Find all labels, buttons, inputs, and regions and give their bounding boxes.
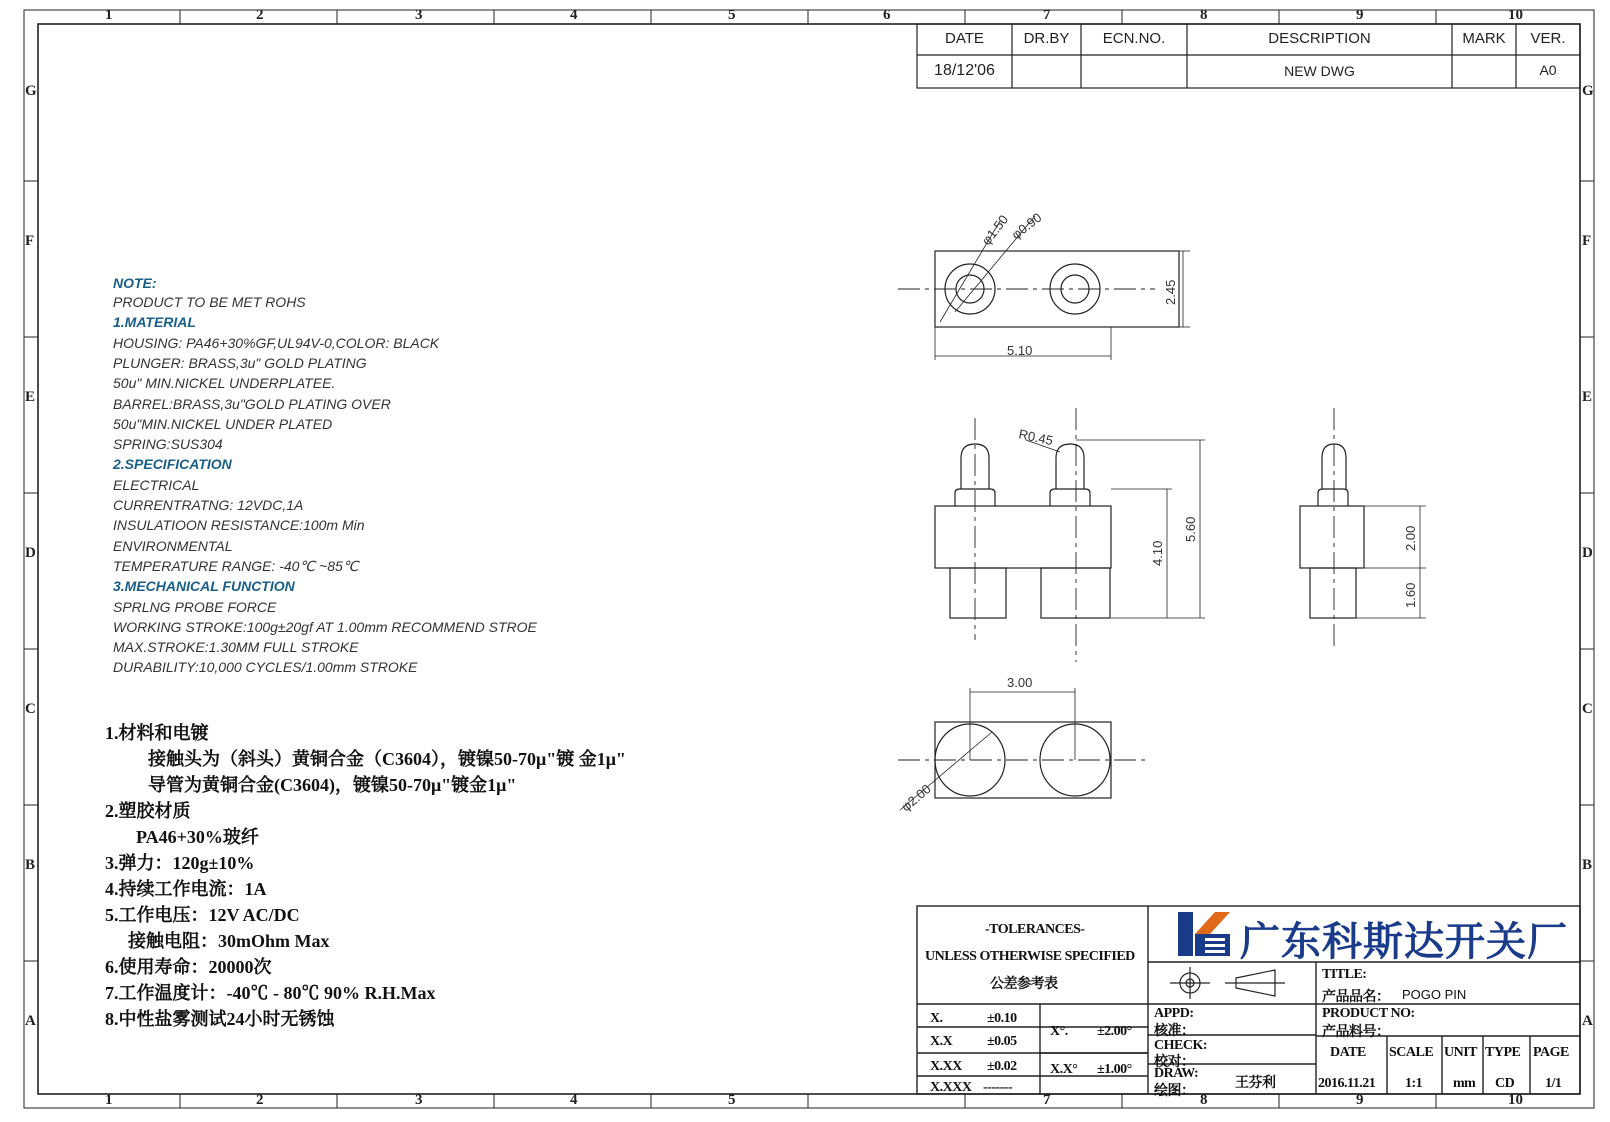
note-line: 50u"MIN.NICKEL UNDER PLATED — [113, 415, 333, 432]
appd-label: APPD: — [1154, 1006, 1194, 1021]
zone-col-2-top: 2 — [256, 7, 264, 23]
rev-header-mark: MARK — [1462, 30, 1506, 47]
note-line: DURABILITY:10,000 CYCLES/1.00mm STROKE — [113, 659, 418, 676]
product-name-value: POGO PIN — [1402, 987, 1467, 1002]
note-section-heading: 2.SPECIFICATION — [113, 456, 232, 473]
info-header-date: DATE — [1330, 1045, 1366, 1060]
info-header-page: PAGE — [1533, 1045, 1569, 1060]
zone-row-g-right: G — [1582, 83, 1594, 99]
zone-row-d-left: D — [25, 545, 36, 561]
ang-val-1: ±2.00° — [1097, 1024, 1132, 1039]
cn-note-3: 3.弹力：120g±10% — [105, 853, 255, 873]
draw-label: DRAW: — [1154, 1066, 1199, 1081]
rev-header-date: DATE — [945, 30, 984, 47]
zone-col-9-bottom: 9 — [1356, 1092, 1364, 1108]
zone-col-8-top: 8 — [1200, 7, 1208, 23]
zone-col-3-top: 3 — [415, 7, 423, 23]
note-line: CURRENTRATNG: 12VDC,1A — [113, 497, 304, 513]
zone-col-4-top: 4 — [570, 7, 578, 23]
zone-row-f-right: F — [1582, 233, 1592, 249]
zone-col-4-bottom: 4 — [570, 1092, 578, 1108]
cn-note-7: 7.工作温度计：-40℃ - 80℃ 90% R.H.Max — [105, 983, 436, 1003]
rev-header-ver: VER. — [1530, 30, 1566, 47]
zone-row-c-left: C — [25, 701, 36, 717]
zone-row-g-left: G — [25, 83, 37, 99]
zone-row-a-right: A — [1582, 1013, 1593, 1029]
cn-note-5: 5.工作电压：12V AC/DC — [105, 905, 300, 925]
zone-col-9-top: 9 — [1356, 7, 1364, 23]
zone-row-b-right: B — [1582, 857, 1593, 873]
rev-description-value: NEW DWG — [1284, 63, 1355, 79]
dim-410: 4.10 — [1150, 540, 1165, 566]
drawer-name: 王芬利 — [1235, 1076, 1276, 1091]
note-line: HOUSING: PA46+30%GF,UL94V-0,COLOR: BLACK — [113, 334, 440, 351]
cn-note-2a: PA46+30%玻纤 — [136, 827, 259, 847]
dim-160: 1.60 — [1403, 582, 1418, 608]
ang-key-1: X°. — [1050, 1024, 1068, 1039]
note-line: SPRLNG PROBE FORCE — [113, 598, 277, 615]
zone-row-a-left: A — [25, 1013, 36, 1029]
tol-key-2: X.X — [930, 1034, 953, 1049]
zone-col-7-top: 7 — [1043, 7, 1051, 23]
info-header-unit: UNIT — [1444, 1045, 1478, 1060]
zone-col-1-bottom: 1 — [105, 1092, 113, 1108]
note-line: TEMPERATURE RANGE: -40℃ ~85℃ — [113, 557, 359, 574]
cn-note-8: 8.中性盐雾测试24小时无锈蚀 — [105, 1009, 335, 1029]
info-header-scale: SCALE — [1389, 1045, 1434, 1060]
zone-col-8-bottom: 8 — [1200, 1092, 1208, 1108]
note-line: MAX.STROKE:1.30MM FULL STROKE — [113, 639, 359, 656]
note-line: 50u" MIN.NICKEL UNDERPLATEE. — [113, 375, 336, 392]
draw-cn: 绘图： — [1154, 1084, 1195, 1099]
rev-header-drby: DR.BY — [1023, 30, 1070, 47]
cn-note-2: 2.塑胶材质 — [105, 801, 191, 821]
tol-cn-title: 公差参考表 — [990, 977, 1058, 992]
note-section-heading: 3.MECHANICAL FUNCTION — [113, 578, 295, 595]
note-line: WORKING STROKE:100g±20gf AT 1.00mm RECOMMEND STROE — [113, 618, 537, 635]
info-type: CD — [1495, 1076, 1515, 1091]
dim-phi200: φ2.00 — [898, 781, 934, 815]
zone-col-10-top: 10 — [1508, 7, 1523, 23]
product-no-cn: 产品料号： — [1322, 1025, 1390, 1040]
info-page: 1/1 — [1545, 1076, 1562, 1091]
tol-key-1: X. — [930, 1011, 943, 1026]
company-name: 广东科斯达开关厂 — [1240, 919, 1568, 965]
rev-date-value: 18/12'06 — [934, 62, 995, 79]
tol-key-4: X.XXX — [930, 1080, 972, 1095]
rev-header-ecn: ECN.NO. — [1102, 30, 1166, 47]
info-scale: 1:1 — [1405, 1076, 1423, 1091]
note-line: INSULATIOON RESISTANCE:100m Min — [113, 517, 365, 534]
rev-ver-value: A0 — [1539, 62, 1557, 78]
notes-title: NOTE: — [113, 275, 157, 291]
tol-val-2: ±0.05 — [987, 1034, 1017, 1049]
rev-header-description: DESCRIPTION — [1268, 30, 1371, 47]
dim-300: 3.00 — [1007, 675, 1033, 690]
tol-key-3: X.XX — [930, 1059, 962, 1074]
info-unit: mm — [1453, 1076, 1476, 1091]
tol-val-4: ------- — [983, 1080, 1013, 1095]
zone-col-2-bottom: 2 — [256, 1092, 264, 1108]
zone-col-5-top: 5 — [728, 7, 736, 23]
tol-val-3: ±0.02 — [987, 1059, 1017, 1074]
zone-col-10-bottom: 10 — [1508, 1092, 1523, 1108]
note-line: PLUNGER: BRASS,3u" GOLD PLATING — [113, 354, 367, 371]
zone-row-e-right: E — [1582, 389, 1593, 405]
zone-col-5-bottom: 5 — [728, 1092, 736, 1108]
zone-col-1-top: 1 — [105, 7, 113, 23]
cn-note-1a: 接触头为（斜头）黄铜合金（C3604），镀镍50-70μ"镀 金1μ" — [148, 749, 626, 769]
info-header-type: TYPE — [1485, 1045, 1521, 1060]
zone-col-6-top: 6 — [883, 7, 891, 23]
dim-200: 2.00 — [1403, 525, 1418, 551]
info-date: 2016.11.21 — [1318, 1076, 1376, 1091]
note-line: ENVIRONMENTAL — [113, 537, 233, 554]
dim-560: 5.60 — [1183, 516, 1198, 542]
zone-row-e-left: E — [25, 389, 36, 405]
projection-symbol — [1170, 967, 1285, 999]
tol-subtitle: UNLESS OTHERWISE SPECIFIED — [925, 949, 1135, 964]
cn-note-1: 1.材料和电镀 — [105, 723, 209, 743]
check-label: CHECK: — [1154, 1038, 1207, 1053]
dim-510: 5.10 — [1007, 343, 1033, 358]
cn-note-6: 6.使用寿命：20000次 — [105, 957, 272, 977]
ang-val-2: ±1.00° — [1097, 1062, 1132, 1077]
cn-note-4: 4.持续工作电流：1A — [105, 879, 267, 899]
ang-key-2: X.X° — [1050, 1062, 1078, 1077]
dim-phi150: φ1.50 — [978, 212, 1012, 248]
dim-245: 2.45 — [1163, 279, 1178, 305]
zone-row-f-left: F — [25, 233, 35, 249]
zone-col-3-bottom: 3 — [415, 1092, 423, 1108]
zone-row-d-right: D — [1582, 545, 1593, 561]
note-line: SPRING:SUS304 — [113, 436, 223, 453]
company-logo — [1178, 912, 1230, 956]
appd-cn: 核准： — [1154, 1024, 1195, 1039]
product-name-label: 产品品名： — [1322, 990, 1390, 1005]
zone-col-7-bottom: 7 — [1043, 1092, 1051, 1108]
cn-note-1b: 导管为黄铜合金(C3604)，镀镍50-70μ"镀金1μ" — [148, 775, 517, 795]
title-label: TITLE: — [1322, 967, 1367, 982]
tol-val-1: ±0.10 — [987, 1011, 1017, 1026]
note-line: PRODUCT TO BE MET ROHS — [113, 294, 306, 310]
tol-title: -TOLERANCES- — [985, 922, 1085, 937]
zone-row-b-left: B — [25, 857, 36, 873]
cn-note-5a: 接触电阻：30mOhm Max — [128, 931, 330, 951]
note-section-heading: 1.MATERIAL — [113, 314, 196, 331]
product-no-label: PRODUCT NO: — [1322, 1006, 1415, 1021]
dim-r045: R0.45 — [1017, 426, 1055, 449]
zone-row-c-right: C — [1582, 701, 1593, 717]
dim-phi090: φ0.90 — [1008, 209, 1045, 243]
note-line: BARREL:BRASS,3u"GOLD PLATING OVER — [113, 395, 391, 412]
check-cn: 校对： — [1154, 1055, 1195, 1070]
note-line: ELECTRICAL — [113, 476, 200, 493]
